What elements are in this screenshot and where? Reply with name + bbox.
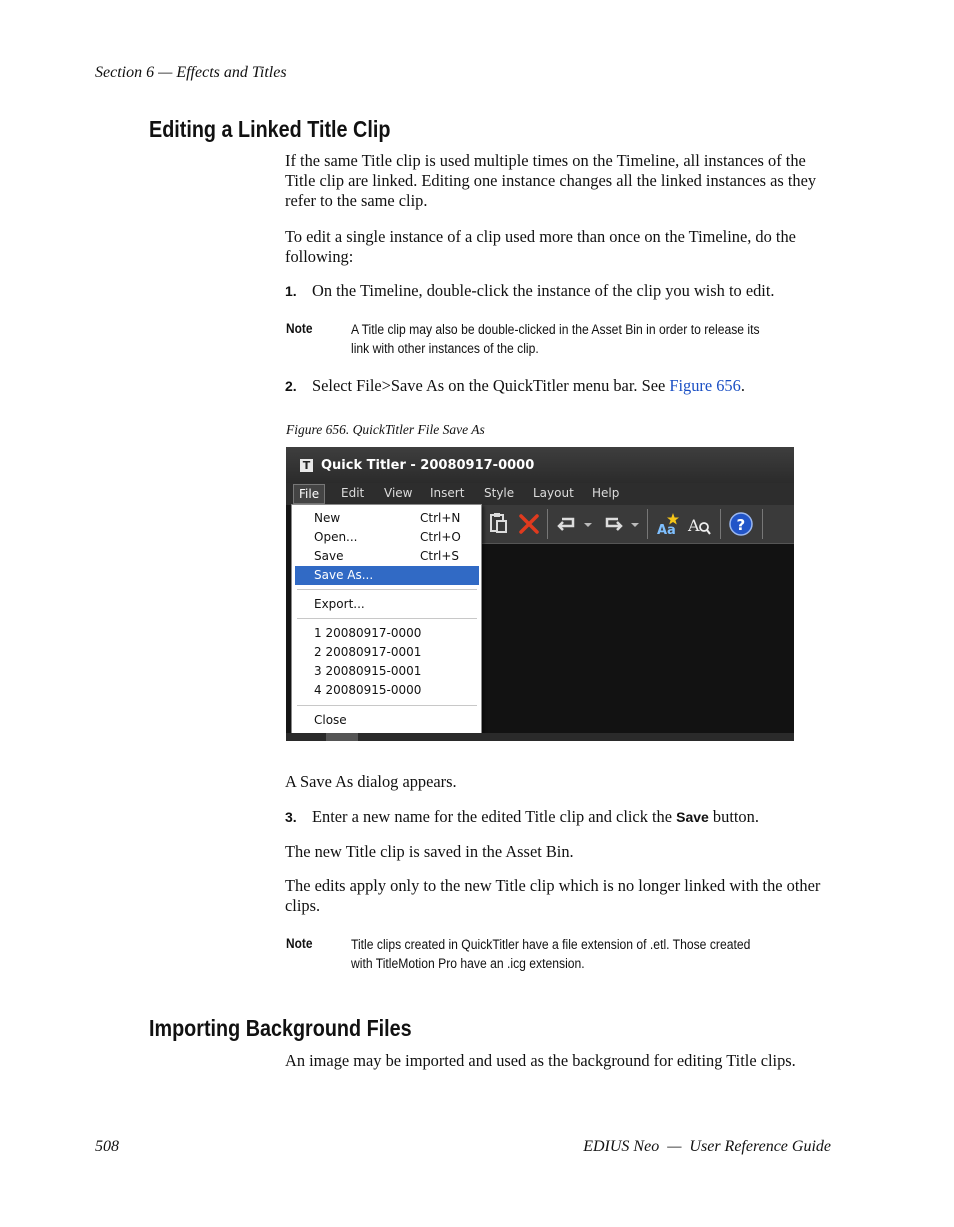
section-heading-importing-background: Importing Background Files (149, 1015, 412, 1041)
menu-item-save-as[interactable] (295, 566, 479, 585)
menu-separator (297, 705, 477, 707)
step-3 (285, 807, 833, 827)
step-number: 2. (285, 378, 297, 394)
svg-text:A: A (688, 516, 700, 535)
step-text-end: . (740, 376, 745, 395)
step-text: On the Timeline, double-click the instance of the clip you wish to edit. (312, 281, 775, 300)
undo-icon[interactable] (554, 511, 580, 537)
menu-item-label: Open... (314, 530, 358, 544)
import-paragraph: An image may be imported and used as the background for editing Title clips. (285, 1051, 796, 1070)
menu-item-label: Export... (314, 597, 365, 611)
undo-dropdown-icon[interactable] (581, 511, 595, 537)
figure-caption: Figure 656. QuickTitler File Save As (286, 422, 485, 437)
scrollbar-thumb[interactable] (326, 733, 358, 741)
menu-item-save[interactable] (295, 547, 479, 566)
redo-icon[interactable] (600, 511, 626, 537)
toolbar-separator (720, 509, 721, 539)
menu-item-label: New (314, 511, 341, 525)
step-text: Enter a new name for the edited Title clip and click the (312, 807, 677, 826)
delete-icon[interactable] (516, 511, 542, 537)
file-menu-dropdown (291, 504, 482, 735)
after-figure-paragraph: A Save As dialog appears. (285, 772, 457, 791)
svg-text:?: ? (736, 516, 746, 534)
step-number: 3. (285, 809, 297, 825)
style-icon[interactable] (656, 511, 682, 537)
step-1 (285, 281, 833, 301)
menu-item-shortcut: Ctrl+S (420, 549, 460, 563)
step-2 (285, 376, 833, 396)
toolbar-separator (547, 509, 548, 539)
menu-item-label: Close (314, 713, 347, 727)
menu-item-open[interactable] (295, 528, 479, 547)
menu-item-label: Save As... (314, 568, 374, 582)
note-text: Title clips created in QuickTitler have a file extension of .etl. Those created with TitleMotion Pro have an .icg extension. (351, 937, 751, 971)
menu-bar (286, 483, 794, 505)
title-canvas[interactable] (480, 544, 794, 741)
menu-view[interactable]: View (384, 486, 413, 500)
figure-link[interactable]: Figure 656 (669, 376, 741, 395)
note-text: A Title clip may also be double-clicked in the Asset Bin in order to release its link with other instances of the clip. (351, 322, 760, 356)
saved-paragraph: The new Title clip is saved in the Asset Bin. (285, 842, 574, 861)
menu-style[interactable]: Style (484, 486, 515, 500)
redo-dropdown-icon[interactable] (628, 511, 642, 537)
menu-item-label: 4 20080915-0000 (314, 683, 422, 697)
help-icon[interactable] (728, 511, 754, 537)
intro-paragraph: If the same Title clip is used multiple times on the Timeline, all instances of the Title clip are linked. Editing one instance changes all the linked instances as they refer to the same clip. (285, 151, 817, 210)
menu-item-label: 2 20080917-0001 (314, 645, 422, 659)
running-header: Section 6 — Effects and Titles (95, 64, 287, 81)
note-label: Note (286, 320, 313, 336)
menu-item-shortcut: Ctrl+O (420, 530, 461, 544)
step-number: 1. (285, 283, 297, 299)
menu-item-label: Save (314, 549, 344, 563)
menu-item-recent-2[interactable] (295, 643, 479, 662)
toolbar-separator (762, 509, 763, 539)
guide-title: EDIUS Neo — User Reference Guide (583, 1138, 831, 1155)
app-icon: T (300, 459, 313, 472)
menu-separator (297, 618, 477, 620)
menu-insert[interactable]: Insert (430, 486, 465, 500)
menu-item-label: 3 20080915-0001 (314, 664, 422, 678)
menu-file[interactable]: File (293, 484, 325, 504)
bottom-scrollbar[interactable] (286, 733, 794, 741)
menu-separator (297, 589, 477, 591)
font-icon[interactable] (686, 511, 712, 537)
instructions-paragraph: To edit a single instance of a clip used more than once on the Timeline, do the following: (285, 227, 796, 266)
menu-item-recent-1[interactable] (295, 624, 479, 643)
paste-icon[interactable] (486, 511, 512, 537)
step-text: Select File>Save As on the QuickTitler menu bar. See (312, 376, 670, 395)
menu-item-label: 1 20080917-0000 (314, 626, 422, 640)
toolbar (480, 505, 794, 544)
save-button-reference: Save (676, 809, 709, 825)
menu-layout[interactable]: Layout (533, 486, 574, 500)
toolbar-separator (647, 509, 648, 539)
edits-paragraph: The edits apply only to the new Title clip which is no longer linked with the other clips. (285, 876, 821, 915)
menu-edit[interactable]: Edit (341, 486, 365, 500)
svg-text:Aa: Aa (657, 523, 676, 537)
page-number: 508 (95, 1138, 119, 1155)
menu-item-recent-3[interactable] (295, 662, 479, 681)
menu-help[interactable]: Help (592, 486, 620, 500)
menu-item-shortcut: Ctrl+N (420, 511, 461, 525)
window-title: Quick Titler - 20080917-0000 (321, 458, 535, 473)
menu-item-export[interactable] (295, 595, 479, 614)
quicktitler-screenshot (286, 447, 794, 741)
menu-item-recent-4[interactable] (295, 681, 479, 700)
window-titlebar (286, 447, 794, 483)
menu-item-close[interactable] (295, 711, 479, 730)
menu-item-new[interactable] (295, 509, 479, 528)
section-heading-linked-title-clip: Editing a Linked Title Clip (149, 116, 391, 142)
note-label: Note (286, 935, 313, 951)
step-text-end: button. (708, 807, 759, 826)
